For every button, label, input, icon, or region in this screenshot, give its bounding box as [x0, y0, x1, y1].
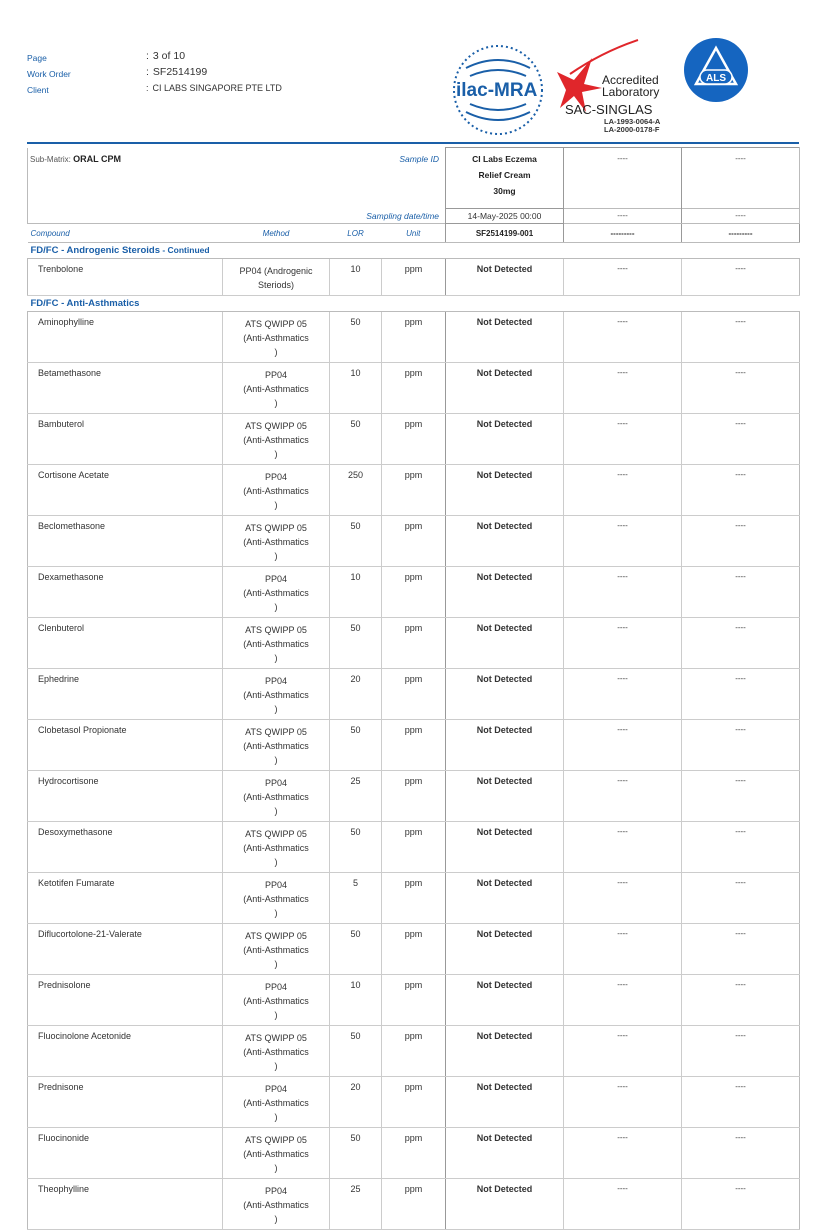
sample-id-label: Sample ID: [399, 153, 440, 164]
result-cell: Not Detected: [446, 1026, 564, 1077]
empty-sample-id: ----: [564, 148, 682, 209]
sac-singlas-logo: [557, 40, 659, 117]
lor-cell: 50: [330, 414, 382, 465]
unit-cell: ppm: [382, 516, 446, 567]
lor-cell: 25: [330, 1179, 382, 1230]
table-row: [28, 771, 800, 822]
unit-cell: ppm: [382, 669, 446, 720]
method-line: (Anti-Asthmatics: [243, 639, 309, 649]
method-line: (Anti-Asthmatics: [243, 1098, 309, 1108]
method-line: ATS QWIPP 05: [245, 523, 307, 533]
empty-result-cell: ----: [682, 363, 800, 414]
colon: :: [146, 66, 149, 78]
work-order-label: Work Order: [27, 69, 71, 79]
method-line: ): [274, 1214, 278, 1224]
method-line: PP04: [264, 370, 288, 380]
empty-result-cell: ----: [564, 822, 682, 873]
result-cell: Not Detected: [446, 465, 564, 516]
method-line: ): [274, 755, 278, 765]
result-cell: Not Detected: [446, 618, 564, 669]
empty-result-cell: ----: [564, 669, 682, 720]
method-line: ATS QWIPP 05: [245, 625, 307, 635]
unit-cell: ppm: [382, 259, 446, 296]
empty-result-cell: ----: [682, 567, 800, 618]
table-row: [28, 975, 800, 1026]
results-table: [27, 147, 800, 1230]
empty-result-cell: ----: [564, 567, 682, 618]
empty-result-cell: ----: [682, 465, 800, 516]
empty-result-cell: ----: [564, 465, 682, 516]
method-cell: [223, 414, 330, 465]
method-line: Steriods): [258, 280, 295, 290]
method-line: (Anti-Asthmatics: [243, 894, 309, 904]
table-row: [28, 924, 800, 975]
compound-cell: Fluocinolone Acetonide: [28, 1026, 223, 1077]
lor-cell: 50: [330, 516, 382, 567]
empty-result-cell: ----: [564, 975, 682, 1026]
method-line: ): [274, 1163, 278, 1173]
col-unit: Unit: [382, 224, 446, 243]
empty-result-cell: ----: [682, 975, 800, 1026]
method-cell: [223, 1179, 330, 1230]
lor-cell: 50: [330, 720, 382, 771]
compound-cell: Trenbolone: [28, 259, 223, 296]
empty-result-cell: ----: [564, 771, 682, 822]
compound-cell: Betamethasone: [28, 363, 223, 414]
method-line: (Anti-Asthmatics: [243, 333, 309, 343]
sample-name: [446, 148, 564, 209]
compound-cell: Clenbuterol: [28, 618, 223, 669]
table-row: [28, 1077, 800, 1128]
table-row: [28, 720, 800, 771]
method-line: ): [274, 449, 278, 459]
unit-cell: ppm: [382, 924, 446, 975]
col-sample-id: SF2514199-001: [446, 224, 564, 243]
method-line: PP04 (Androgenic: [239, 266, 313, 276]
lor-cell: 50: [330, 1026, 382, 1077]
lor-cell: 20: [330, 669, 382, 720]
unit-cell: ppm: [382, 465, 446, 516]
method-line: (Anti-Asthmatics: [243, 996, 309, 1006]
method-cell: [223, 259, 330, 296]
method-line: (Anti-Asthmatics: [243, 384, 309, 394]
method-cell: [223, 873, 330, 924]
compound-cell: Theophylline: [28, 1179, 223, 1230]
sac-text: SAC-SINGLAS: [565, 102, 653, 117]
section-header: [28, 243, 800, 259]
method-cell: [223, 924, 330, 975]
lor-cell: 10: [330, 567, 382, 618]
empty-result-cell: ----: [682, 720, 800, 771]
method-line: PP04: [264, 1186, 288, 1196]
unit-cell: ppm: [382, 771, 446, 822]
method-line: (Anti-Asthmatics: [243, 588, 309, 598]
col-lor: LOR: [330, 224, 382, 243]
table-row: [28, 873, 800, 924]
method-line: (Anti-Asthmatics: [243, 1200, 309, 1210]
empty-result-cell: ----: [682, 771, 800, 822]
table-row: [28, 1179, 800, 1230]
unit-cell: ppm: [382, 1077, 446, 1128]
method-line: (Anti-Asthmatics: [243, 690, 309, 700]
empty-result-cell: ----: [682, 414, 800, 465]
unit-cell: ppm: [382, 873, 446, 924]
unit-cell: ppm: [382, 312, 446, 363]
method-line: (Anti-Asthmatics: [243, 945, 309, 955]
result-cell: Not Detected: [446, 873, 564, 924]
method-line: ): [274, 347, 278, 357]
unit-cell: ppm: [382, 1128, 446, 1179]
method-cell: [223, 312, 330, 363]
work-order-value: SF2514199: [152, 66, 208, 78]
lor-cell: 50: [330, 1128, 382, 1179]
column-header-row: [28, 224, 800, 243]
header-divider: [27, 142, 799, 144]
la-code-1: LA-1993-0064-A: [604, 117, 661, 126]
la-code-2: LA-2000-0178-F: [604, 125, 660, 134]
table-row: [28, 1128, 800, 1179]
method-cell: [223, 975, 330, 1026]
table-row: [28, 567, 800, 618]
sample-date: 14-May-2025 00:00: [446, 209, 564, 224]
result-cell: Not Detected: [446, 720, 564, 771]
col-method: Method: [223, 224, 330, 243]
empty-result-cell: ----: [682, 312, 800, 363]
method-line: ): [274, 857, 278, 867]
empty-result-cell: ----: [682, 1077, 800, 1128]
method-cell: [223, 1077, 330, 1128]
method-line: (Anti-Asthmatics: [243, 1149, 309, 1159]
als-logo: [684, 38, 748, 102]
table-row: [28, 1026, 800, 1077]
unit-cell: ppm: [382, 618, 446, 669]
lor-cell: 50: [330, 924, 382, 975]
unit-cell: ppm: [382, 414, 446, 465]
method-line: ATS QWIPP 05: [245, 1033, 307, 1043]
empty-result-cell: ----: [682, 516, 800, 567]
ilac-mra-logo: [454, 46, 542, 134]
method-cell: [223, 516, 330, 567]
empty-result-cell: ----: [564, 924, 682, 975]
table-row: [28, 669, 800, 720]
method-line: PP04: [264, 982, 288, 992]
compound-cell: Diflucortolone-21-Valerate: [28, 924, 223, 975]
sample-id-row: [28, 148, 800, 209]
method-line: ATS QWIPP 05: [245, 931, 307, 941]
lor-cell: 10: [330, 259, 382, 296]
empty-sample-id: ----: [682, 148, 800, 209]
empty-result-cell: ----: [682, 669, 800, 720]
compound-cell: Prednisolone: [28, 975, 223, 1026]
result-cell: Not Detected: [446, 414, 564, 465]
method-line: (Anti-Asthmatics: [243, 843, 309, 853]
accredited-text: Accredited: [602, 73, 659, 87]
method-line: PP04: [264, 880, 288, 890]
compound-cell: Dexamethasone: [28, 567, 223, 618]
compound-cell: Cortisone Acetate: [28, 465, 223, 516]
method-line: ): [274, 806, 278, 816]
method-line: (Anti-Asthmatics: [243, 1047, 309, 1057]
method-cell: [223, 1128, 330, 1179]
lor-cell: 50: [330, 618, 382, 669]
empty-result-cell: ----: [564, 1128, 682, 1179]
header-values: [146, 48, 282, 96]
empty-result-cell: ----: [564, 516, 682, 567]
empty-result-cell: ----: [564, 1179, 682, 1230]
method-line: ): [274, 398, 278, 408]
compound-cell: Bambuterol: [28, 414, 223, 465]
sub-matrix-value: ORAL CPM: [73, 153, 121, 164]
empty-result-cell: ----: [564, 1026, 682, 1077]
compound-cell: Desoxymethasone: [28, 822, 223, 873]
page-value: 3 of 10: [152, 50, 186, 62]
method-line: ): [274, 908, 278, 918]
method-line: ): [274, 1112, 278, 1122]
col-empty-2: ---------: [682, 224, 800, 243]
method-line: ): [274, 653, 278, 663]
table-row: [28, 618, 800, 669]
table-row: [28, 465, 800, 516]
sampling-label: Sampling date/time: [366, 210, 440, 221]
sub-matrix: [28, 148, 330, 224]
method-line: ): [274, 1061, 278, 1071]
empty-result-cell: ----: [564, 873, 682, 924]
result-cell: Not Detected: [446, 1179, 564, 1230]
sample-name-line: Relief Cream: [478, 170, 531, 180]
method-cell: [223, 567, 330, 618]
unit-cell: ppm: [382, 363, 446, 414]
unit-cell: ppm: [382, 720, 446, 771]
empty-result-cell: ----: [564, 312, 682, 363]
empty-result-cell: ----: [682, 822, 800, 873]
compound-cell: Clobetasol Propionate: [28, 720, 223, 771]
method-cell: [223, 1026, 330, 1077]
empty-result-cell: ----: [564, 363, 682, 414]
compound-cell: Beclomethasone: [28, 516, 223, 567]
result-cell: Not Detected: [446, 1128, 564, 1179]
result-cell: Not Detected: [446, 567, 564, 618]
method-line: ): [274, 551, 278, 561]
method-cell: [223, 720, 330, 771]
result-cell: Not Detected: [446, 516, 564, 567]
lor-cell: 250: [330, 465, 382, 516]
colon: :: [146, 83, 149, 93]
method-line: (Anti-Asthmatics: [243, 741, 309, 751]
result-cell: Not Detected: [446, 363, 564, 414]
col-empty-1: ---------: [564, 224, 682, 243]
sample-name-line: 30mg: [493, 186, 516, 196]
empty-result-cell: ----: [682, 1179, 800, 1230]
empty-result-cell: ----: [682, 924, 800, 975]
method-line: ATS QWIPP 05: [245, 421, 307, 431]
lor-cell: 50: [330, 312, 382, 363]
lor-cell: 20: [330, 1077, 382, 1128]
table-row: [28, 414, 800, 465]
empty-result-cell: ----: [682, 873, 800, 924]
method-line: ): [274, 1010, 278, 1020]
method-line: ATS QWIPP 05: [245, 1135, 307, 1145]
method-line: PP04: [264, 472, 288, 482]
unit-cell: ppm: [382, 1026, 446, 1077]
compound-cell: Prednisone: [28, 1077, 223, 1128]
empty-result-cell: ----: [682, 618, 800, 669]
method-line: ): [274, 602, 278, 612]
lor-cell: 5: [330, 873, 382, 924]
method-line: ATS QWIPP 05: [245, 829, 307, 839]
lor-cell: 25: [330, 771, 382, 822]
client-label: Client: [27, 85, 49, 95]
method-line: (Anti-Asthmatics: [243, 435, 309, 445]
method-cell: [223, 363, 330, 414]
header-labels: [27, 50, 71, 98]
ilac-text: ilac-MRA: [456, 80, 538, 101]
empty-result-cell: ----: [564, 259, 682, 296]
lor-cell: 10: [330, 363, 382, 414]
method-line: ): [274, 500, 278, 510]
laboratory-text: Laboratory: [602, 85, 660, 99]
compound-cell: Hydrocortisone: [28, 771, 223, 822]
lor-cell: 50: [330, 822, 382, 873]
empty-result-cell: ----: [564, 414, 682, 465]
method-line: (Anti-Asthmatics: [243, 486, 309, 496]
result-cell: Not Detected: [446, 1077, 564, 1128]
method-line: PP04: [264, 1084, 288, 1094]
compound-cell: Ephedrine: [28, 669, 223, 720]
result-cell: Not Detected: [446, 669, 564, 720]
section-title-cell: [28, 296, 800, 312]
col-compound: Compound: [28, 224, 223, 243]
method-line: ATS QWIPP 05: [245, 319, 307, 329]
unit-cell: ppm: [382, 975, 446, 1026]
table-row: [28, 259, 800, 296]
method-cell: [223, 771, 330, 822]
client-value: CI LABS SINGAPORE PTE LTD: [152, 83, 282, 93]
method-cell: [223, 669, 330, 720]
empty-result-cell: ----: [564, 1077, 682, 1128]
empty-sample-date: ----: [682, 209, 800, 224]
empty-result-cell: ----: [682, 1128, 800, 1179]
compound-cell: Ketotifen Fumarate: [28, 873, 223, 924]
section-title-cell: [28, 243, 800, 259]
unit-cell: ppm: [382, 1179, 446, 1230]
lor-cell: 10: [330, 975, 382, 1026]
method-line: (Anti-Asthmatics: [243, 537, 309, 547]
method-line: ): [274, 704, 278, 714]
empty-result-cell: ----: [682, 259, 800, 296]
method-line: (Anti-Asthmatics: [243, 792, 309, 802]
page-label: Page: [27, 53, 47, 63]
table-row: [28, 516, 800, 567]
result-cell: Not Detected: [446, 822, 564, 873]
empty-result-cell: ----: [564, 720, 682, 771]
colon: :: [146, 50, 149, 62]
sub-matrix-label: Sub-Matrix:: [30, 154, 71, 164]
result-cell: Not Detected: [446, 975, 564, 1026]
unit-cell: ppm: [382, 822, 446, 873]
als-text: ALS: [706, 73, 726, 84]
method-cell: [223, 465, 330, 516]
empty-sample-date: ----: [564, 209, 682, 224]
result-cell: Not Detected: [446, 924, 564, 975]
compound-cell: Fluocinonide: [28, 1128, 223, 1179]
method-cell: [223, 618, 330, 669]
section-title: FD/FC - Androgenic Steroids: [30, 245, 160, 256]
method-line: PP04: [264, 676, 288, 686]
table-row: [28, 312, 800, 363]
section-title: FD/FC - Anti-Asthmatics: [30, 298, 140, 309]
method-line: PP04: [264, 574, 288, 584]
unit-cell: ppm: [382, 567, 446, 618]
result-cell: Not Detected: [446, 771, 564, 822]
section-continued: - Continued: [159, 245, 210, 255]
empty-result-cell: ----: [564, 618, 682, 669]
compound-cell: Aminophylline: [28, 312, 223, 363]
table-row: [28, 822, 800, 873]
sample-name-line: CI Labs Eczema: [472, 154, 537, 164]
section-header: [28, 296, 800, 312]
method-line: PP04: [264, 778, 288, 788]
method-line: ATS QWIPP 05: [245, 727, 307, 737]
result-cell: Not Detected: [446, 312, 564, 363]
method-line: ): [274, 959, 278, 969]
result-cell: Not Detected: [446, 259, 564, 296]
accreditation-codes: [604, 118, 660, 134]
method-cell: [223, 822, 330, 873]
empty-result-cell: ----: [682, 1026, 800, 1077]
table-row: [28, 363, 800, 414]
